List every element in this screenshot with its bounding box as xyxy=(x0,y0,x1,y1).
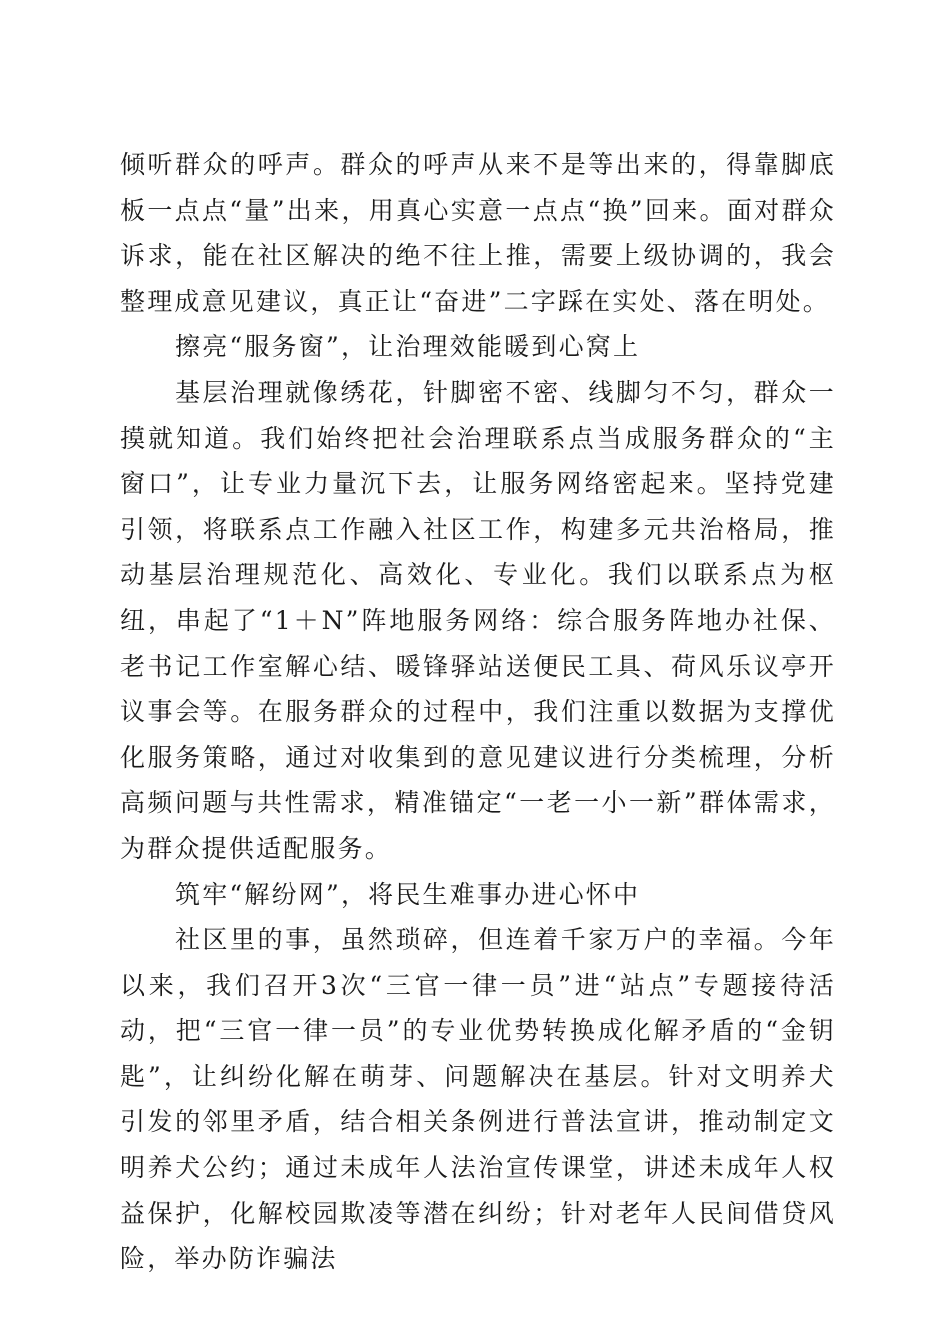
paragraph-service-window: 基层治理就像绣花，针脚密不密、线脚匀不匀，群众一摸就知道。我们始终把社会治理联系点当成服务群众的“主窗口”，让专业力量沉下去，让服务网络密起来。坚持党建引领，将联系点工作融入社区工作，构建多元共治格局，推动基层治理规范化、高效化、专业化。我们以联系点为枢纽，串起了“1＋N”阵地服务网络：综合服务阵地办社保、老书记工作室解心结、暖锋驿站送便民工具、荷风乐议亭开议事会等。在服务群众的过程中，我们注重以数据为支撑优化服务策略，通过对收集到的意见建议进行分类梳理，分析高频问题与共性需求，精准锚定“一老一小一新”群体需求，为群众提供适配服务。 xyxy=(120,377,836,863)
paragraph-dispute-net: 社区里的事，虽然琐碎，但连着千家万户的幸福。今年以来，我们召开3次“三官一律一员”进“站点”专题接待活动，把“三官一律一员”的专业优势转换成化解矛盾的“金钥匙”，让纠纷化解在萌芽、问题解决在基层。针对文明养犬引发的邻里矛盾，结合相关条例进行普法宣讲，推动制定文明养犬公约；通过未成年人法治宣传课堂，讲述未成年人权益保护，化解校园欺凌等潜在纠纷；针对老年人民间借贷风险，举办防诈骗法 xyxy=(120,925,836,1274)
section-heading-dispute-net: 筑牢“解纷网”，将民生难事办进心怀中 xyxy=(175,879,641,909)
section-heading-service-window: 擦亮“服务窗”，让治理效能暖到心窝上 xyxy=(175,332,641,362)
paragraph-continuation: 倾听群众的呼声。群众的呼声从来不是等出来的，得靠脚底板一点点“量”出来，用真心实意一点点“换”回来。面对群众诉求，能在社区解决的绝不往上推，需要上级协调的，我会整理成意见建议，真正让“奋进”二字踩在实处、落在明处。 xyxy=(120,150,836,316)
document-body xyxy=(120,142,836,1282)
